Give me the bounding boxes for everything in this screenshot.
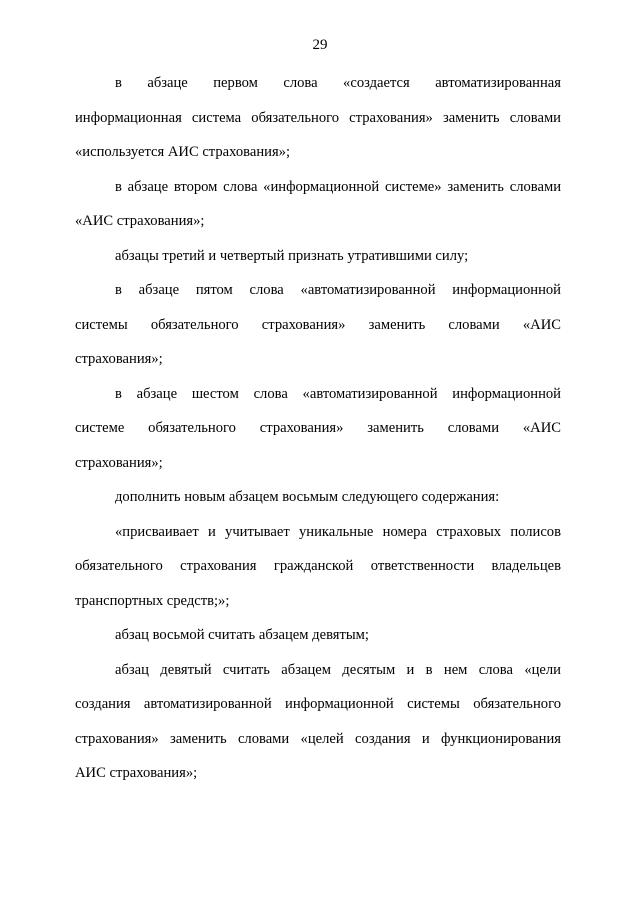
paragraph-line: «АИС страхования»; (75, 213, 205, 229)
paragraph-line: «используется АИС страхования»; (75, 144, 291, 160)
paragraph-8 (75, 618, 561, 653)
paragraph-line: АИС страхования»; (75, 765, 198, 781)
paragraph-line: в абзаце шестом слова «автоматизированной информационной (115, 385, 561, 402)
paragraph-line: в абзаце пятом слова «автоматизированной информационной (115, 282, 561, 298)
paragraph-line: «присваивает и учитывает уникальные номера страховых полисов (115, 523, 561, 540)
paragraph-5 (75, 377, 561, 481)
page-number: 29 (312, 37, 328, 53)
paragraph-line: создания автоматизированной информационной системы обязательного (75, 696, 561, 712)
paragraph-line: абзацы третий и четвертый признать утратившими силу; (115, 247, 469, 264)
paragraph-line: абзац восьмой считать абзацем девятым; (115, 627, 369, 643)
paragraph-line: в абзаце первом слова «создается автоматизированная (115, 75, 561, 91)
paragraph-line: информационная система обязательного страхования» заменить словами (75, 109, 561, 126)
paragraph-4 (75, 273, 561, 377)
paragraph-line: дополнить новым абзацем восьмым следующего содержания: (115, 489, 500, 505)
paragraph-line: системы обязательного страхования» заменить словами «АИС (75, 316, 561, 333)
paragraph-line: страхования»; (75, 454, 163, 471)
paragraph-1 (75, 66, 561, 170)
paragraph-2 (75, 170, 561, 239)
paragraph-line: в абзаце втором слова «информационной системе» заменить словами (115, 178, 561, 195)
paragraph-3 (75, 239, 561, 274)
paragraph-line: страхования» заменить словами «целей создания и функционирования (75, 730, 561, 747)
paragraph-line: обязательного страхования гражданской ответственности владельцев (75, 558, 561, 574)
paragraph-line: абзац девятый считать абзацем десятым и в нем слова «цели (115, 661, 561, 678)
paragraph-line: транспортных средств;»; (75, 592, 230, 609)
paragraph-line: страхования»; (75, 351, 163, 367)
paragraph-9 (75, 653, 561, 791)
paragraph-line: системе обязательного страхования» заменить словами «АИС (75, 420, 561, 436)
paragraph-6 (75, 480, 561, 515)
document-body (75, 66, 561, 791)
paragraph-7 (75, 515, 561, 619)
